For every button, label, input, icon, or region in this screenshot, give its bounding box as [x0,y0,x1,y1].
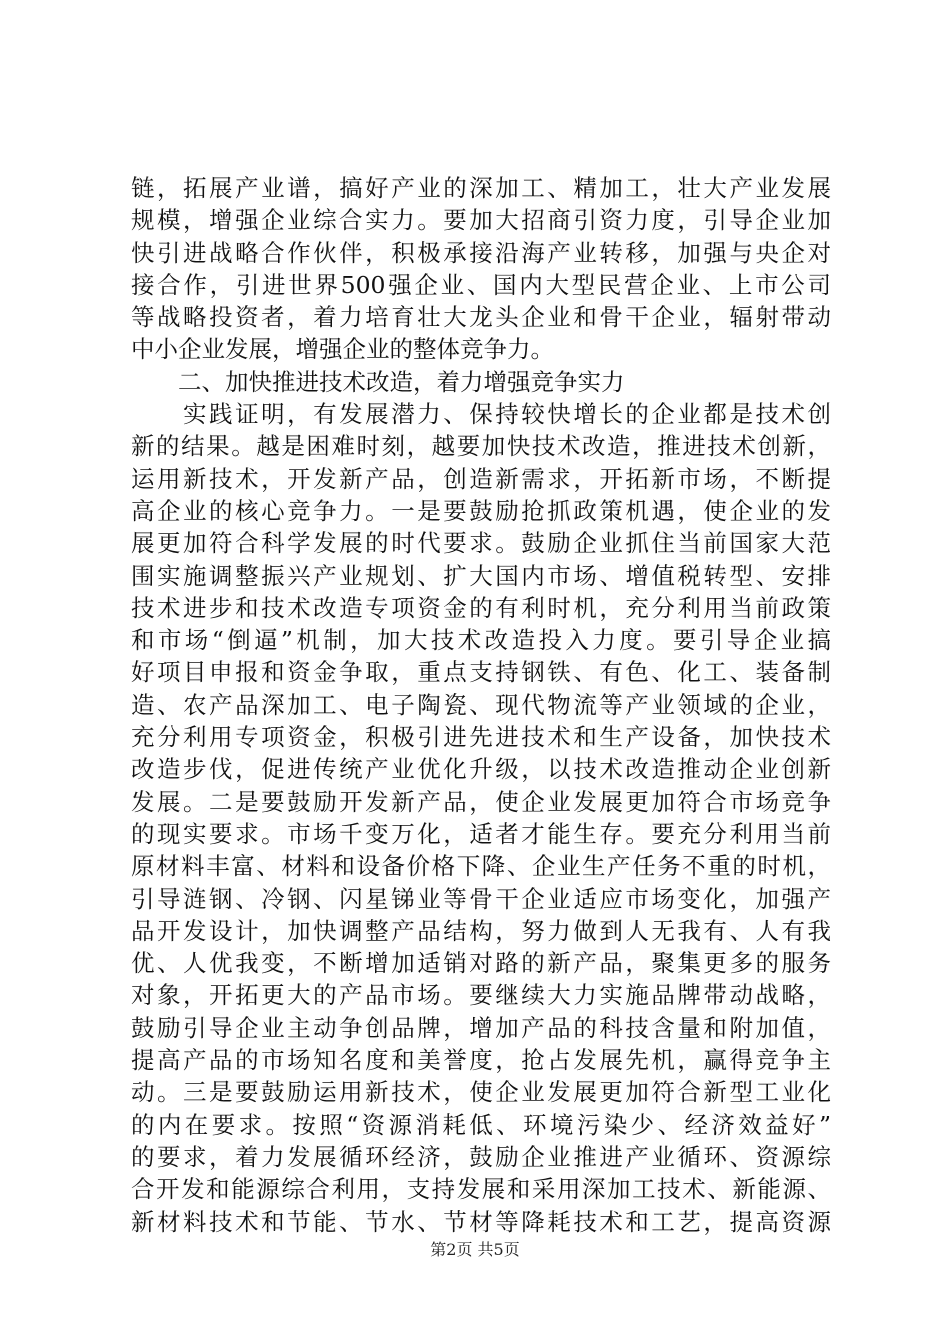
text-line: 运用新技术，开发新产品，创造新需求，开拓新市场，不断提 [131,464,831,493]
text-line: 充分利用专项资金，积极引进先进技术和生产设备，加快技术 [131,723,831,752]
text-line: 围实施调整振兴产业规划、扩大国内市场、增值税转型、安排 [131,561,831,590]
text-line: 好项目申报和资金争取，重点支持钢铁、有色、化工、装备制 [131,658,831,687]
text-line: 鼓励引导企业主动争创品牌，增加产品的科技含量和附加值， [131,1013,831,1042]
page-number-footer: 第2页 共5页 [430,1240,520,1259]
text-line: 接合作，引进世界500强企业、国内大型民营企业、上市公司 [131,270,831,299]
text-line: 发展。二是要鼓励开发新产品，使企业发展更加符合市场竞争 [131,787,831,816]
text-line: 中小企业发展，增强企业的整体竞争力。 [131,335,554,364]
text-line: 的要求，着力发展循环经济，鼓励企业推进产业循环、资源综 [131,1142,831,1171]
text-line: 快引进战略合作伙伴，积极承接沿海产业转移，加强与央企对 [131,238,831,267]
text-line: 对象，开拓更大的产品市场。要继续大力实施品牌带动战略， [131,981,831,1010]
text-line: 品开发设计，加快调整产品结构，努力做到人无我有、人有我 [131,916,831,945]
text-line: 高企业的核心竞争力。一是要鼓励抢抓政策机遇，使企业的发 [131,496,831,525]
text-line: 链，拓展产业谱，搞好产业的深加工、精加工，壮大产业发展 [131,174,831,202]
text-line: 新材料技术和节能、节水、节材等降耗技术和工艺，提高资源 [131,1207,831,1236]
text-line: 等战略投资者，着力培育壮大龙头企业和骨干企业，辐射带动 [131,303,831,332]
text-line: 的现实要求。市场千变万化，适者才能生存。要充分利用当前 [131,819,831,848]
text-line: 实践证明，有发展潜力、保持较快增长的企业都是技术创 [131,400,831,429]
section-heading: 二、加快推进技术改造，着力增强竞争实力 [131,367,625,396]
text-line: 新的结果。越是困难时刻，越要加快技术改造，推进技术创新， [131,432,831,461]
text-line: 动。三是要鼓励运用新技术，使企业发展更加符合新型工业化 [131,1078,831,1107]
text-line: 合开发和能源综合利用，支持发展和采用深加工技术、新能源、 [131,1175,831,1204]
text-line: 引导涟钢、冷钢、闪星锑业等骨干企业适应市场变化，加强产 [131,884,831,913]
text-line: 的内在要求。按照“资源消耗低、环境污染少、经济效益好” [131,1110,831,1139]
text-line: 技术进步和技术改造专项资金的有利时机，充分利用当前政策 [131,593,831,622]
body-text [131,172,831,1238]
text-line: 和市场“倒逼”机制，加大技术改造投入力度。要引导企业搞 [131,626,831,655]
text-line: 优、人优我变，不断增加适销对路的新产品，聚集更多的服务 [131,949,831,978]
text-line: 造、农产品深加工、电子陶瓷、现代物流等产业领域的企业， [131,690,831,719]
text-line: 规模，增强企业综合实力。要加大招商引资力度，引导企业加 [131,206,831,235]
text-line: 提高产品的市场知名度和美誉度，抢占发展先机，赢得竞争主 [131,1046,831,1075]
text-line: 原材料丰富、材料和设备价格下降、企业生产任务不重的时机， [131,852,831,881]
text-line: 展更加符合科学发展的时代要求。鼓励企业抓住当前国家大范 [131,529,831,558]
text-line: 改造步伐，促进传统产业优化升级，以技术改造推动企业创新 [131,755,831,784]
